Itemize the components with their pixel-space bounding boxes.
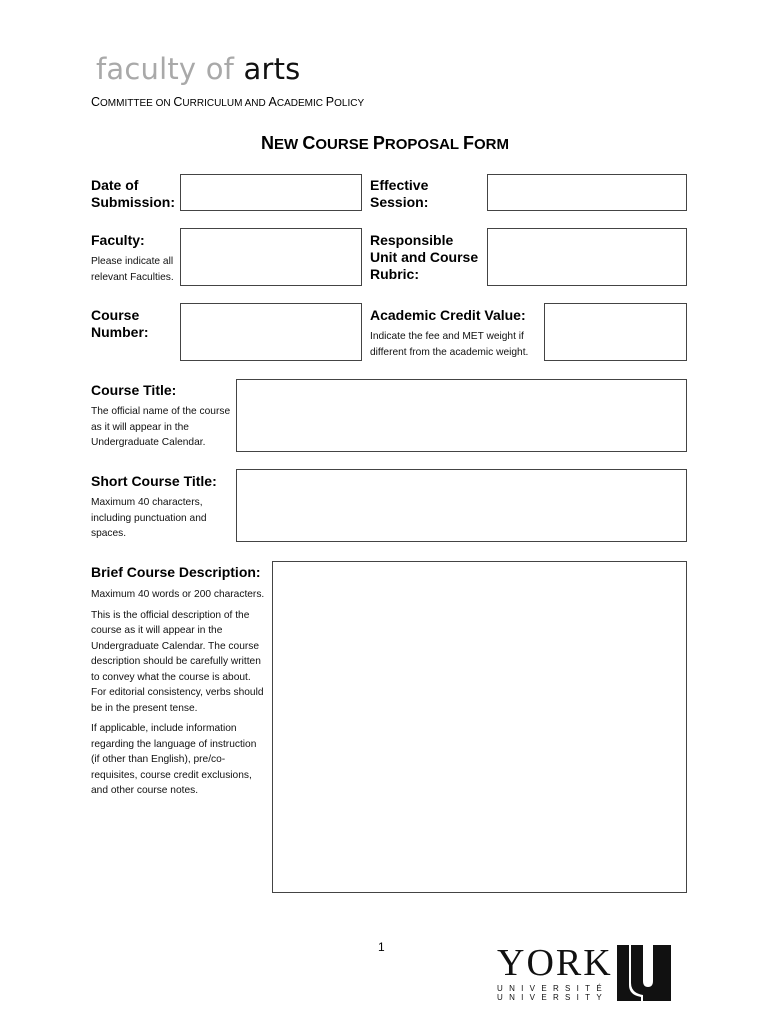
- faculty-label: Faculty:: [91, 232, 145, 248]
- academic-credit-label: Academic Credit Value:: [370, 307, 526, 323]
- course-title-field[interactable]: [236, 379, 687, 452]
- course-number-label: [91, 307, 149, 341]
- course-title-hint: [91, 404, 230, 451]
- effective-session-label-line-1: Effective: [370, 177, 429, 193]
- committee-word-4-initial: P: [325, 95, 335, 109]
- short-course-title-hint-line-3: spaces.: [91, 528, 127, 539]
- date-of-submission-label-line-2: Submission:: [91, 194, 176, 210]
- date-of-submission-label-line-1: Date of: [91, 177, 139, 193]
- title-word-1-initial: N: [261, 133, 275, 153]
- title-word-1-rest: EW: [274, 136, 303, 153]
- brief-description-hint-applicable-line-4: requisites, course credit exclusions,: [91, 769, 252, 781]
- effective-session-label: [370, 177, 428, 211]
- committee-word-3-initial: A: [268, 95, 277, 109]
- title-word-2-rest: OURSE: [315, 136, 373, 153]
- course-title-hint-line-1: The official name of the course: [91, 406, 231, 417]
- academic-credit-hint-line-1: Indicate the fee and MET weight if: [370, 331, 524, 342]
- york-university-logo: [497, 943, 672, 1003]
- logo-text-arts: arts: [243, 52, 301, 86]
- academic-credit-label-group: [370, 307, 528, 360]
- york-universite-text: UNIVERSITÉ: [497, 984, 609, 993]
- york-wordmark: YORK: [497, 942, 613, 984]
- committee-word-2-rest: URRICULUM AND: [182, 98, 269, 109]
- brief-description-label: Brief Course Description:: [91, 564, 261, 580]
- brief-description-hint-official-line-2: course as it will appear in the: [91, 625, 223, 636]
- brief-description-hint-applicable: [91, 721, 269, 799]
- form-title: [0, 133, 770, 154]
- faculty-label-group: [91, 232, 174, 285]
- course-title-label-group: [91, 382, 230, 451]
- york-university-text: UNIVERSITY: [497, 993, 609, 1002]
- brief-description-hint-official-line-7: be in the present tense.: [91, 702, 198, 714]
- short-course-title-hint: [91, 495, 217, 542]
- responsible-unit-label-line-2: Unit and Course: [370, 249, 479, 265]
- short-course-title-label-group: [91, 473, 217, 542]
- brief-description-hint-official: [91, 608, 269, 717]
- short-course-title-hint-line-2: including punctuation and: [91, 512, 207, 524]
- date-of-submission-label: [91, 177, 175, 211]
- brief-description-field[interactable]: [272, 561, 687, 893]
- responsible-unit-label: [370, 232, 478, 283]
- responsible-unit-label-line-3: Rubric:: [370, 266, 419, 282]
- effective-session-field[interactable]: [487, 174, 687, 211]
- brief-description-hint-official-line-6: For editorial consistency, verbs should: [91, 687, 264, 698]
- page-number: 1: [378, 940, 385, 954]
- short-course-title-hint-line-1: Maximum 40 characters,: [91, 497, 203, 508]
- york-u-icon: [617, 945, 671, 1001]
- committee-heading: [91, 95, 364, 109]
- committee-word-1-rest: OMMITTEE ON: [100, 98, 174, 109]
- effective-session-label-line-2: Session:: [370, 194, 429, 210]
- date-of-submission-field[interactable]: [180, 174, 362, 211]
- faculty-of-arts-logo: [96, 52, 300, 86]
- course-title-label: Course Title:: [91, 382, 177, 398]
- faculty-hint-line-2: relevant Faculties.: [91, 271, 174, 283]
- title-word-3-initial: P: [372, 133, 385, 153]
- brief-description-hint-applicable-line-5: and other course notes.: [91, 785, 199, 796]
- faculty-hint: [91, 254, 174, 285]
- responsible-unit-field[interactable]: [487, 228, 687, 286]
- faculty-hint-line-1: Please indicate all: [91, 256, 174, 267]
- brief-description-label-group: [91, 564, 269, 804]
- committee-word-1-initial: C: [91, 95, 101, 109]
- course-number-label-line-2: Number:: [91, 324, 149, 340]
- short-course-title-label: Short Course Title:: [91, 473, 217, 489]
- title-word-2-initial: C: [302, 133, 316, 153]
- title-word-3-rest: ROPOSAL: [384, 136, 463, 153]
- brief-description-hint-official-line-1: This is the official description of the: [91, 609, 250, 621]
- academic-credit-hint: [370, 329, 528, 360]
- committee-word-3-rest: CADEMIC: [276, 98, 326, 109]
- faculty-field[interactable]: [180, 228, 362, 286]
- academic-credit-field[interactable]: [544, 303, 687, 361]
- title-word-4-initial: F: [462, 133, 474, 153]
- brief-description-hint-official-line-3: Undergraduate Calendar. The course: [91, 640, 260, 652]
- short-course-title-field[interactable]: [236, 469, 687, 542]
- title-word-4-rest: ORM: [473, 136, 509, 153]
- responsible-unit-label-line-1: Responsible: [370, 232, 454, 248]
- brief-description-hint-official-line-4: description should be carefully written: [91, 656, 261, 667]
- course-number-field[interactable]: [180, 303, 362, 361]
- academic-credit-hint-line-2: different from the academic weight.: [370, 346, 529, 358]
- course-number-label-line-1: Course: [91, 307, 140, 323]
- logo-text-faculty-of: faculty of: [96, 52, 235, 86]
- brief-description-hint-applicable-line-3: (if other than English), pre/co-: [91, 754, 226, 765]
- brief-description-hint-applicable-line-2: regarding the language of instruction: [91, 738, 257, 750]
- course-title-hint-line-2: as it will appear in the: [91, 421, 189, 433]
- brief-description-hint-official-line-5: to convey what the course is about.: [91, 671, 251, 683]
- brief-description-hint-applicable-line-1: If applicable, include information: [91, 723, 237, 734]
- brief-description-hint-max: Maximum 40 words or 200 characters.: [91, 589, 265, 600]
- committee-word-2-initial: C: [173, 95, 183, 109]
- course-title-hint-line-3: Undergraduate Calendar.: [91, 437, 206, 448]
- committee-word-4-rest: OLICY: [334, 98, 365, 109]
